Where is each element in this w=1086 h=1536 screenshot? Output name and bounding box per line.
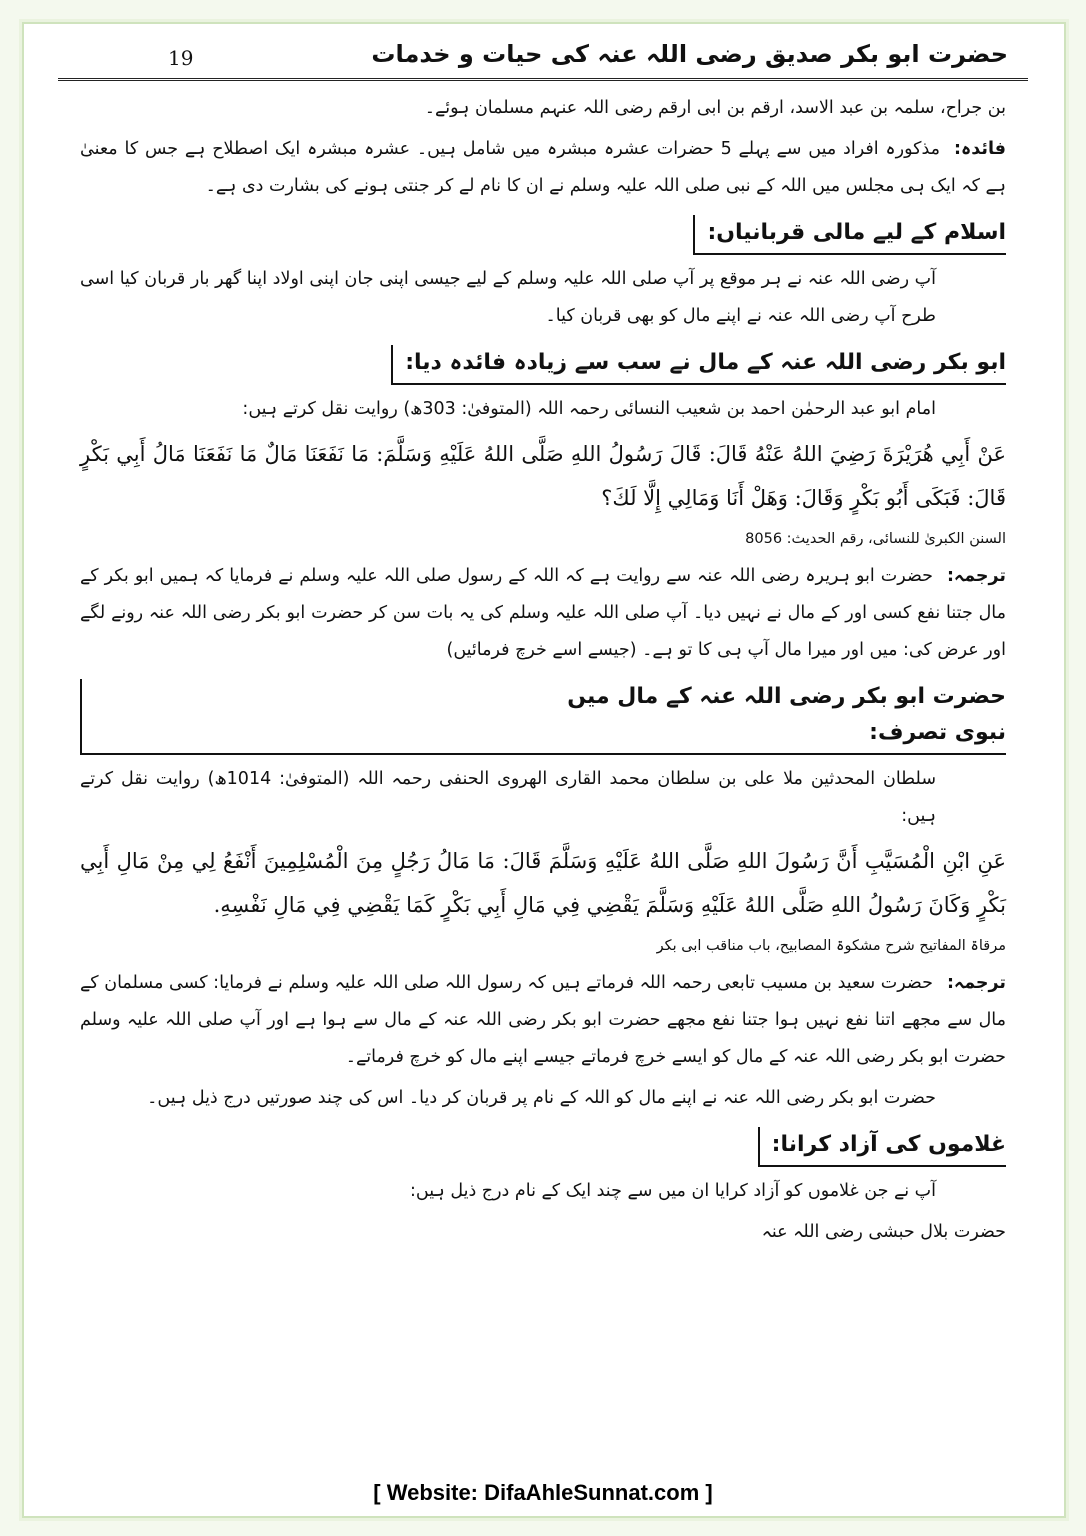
paragraph: حضرت ابو بکر رضی اللہ عنہ نے اپنے مال کو اللہ کے نام پر قربان کر دیا۔ اس کی چند صورتیں درج ذیل ہیں۔ [147, 1088, 936, 1108]
hadith-reference: مرقاۃ المفاتیح شرح مشکوۃ المصابیح، باب مناقب ابی بکر [656, 938, 1006, 954]
arabic-hadith: عَنْ أَبِي هُرَيْرَةَ رَضِيَ اللهُ عَنْهُ قَالَ: قَالَ رَسُولُ اللهِ صَلَّى اللهُ عَلَيْهِ وَسَلَّمَ: مَا نَفَعَنَا مَالٌ مَا نَفَعَنَا مَالُ أَبِي بَكْرٍ قَالَ: فَبَكَى أَبُو بَكْرٍ وَقَالَ: وَهَلْ أَنَا وَمَالِي إِلَّا لَكَ؟ [80, 442, 1006, 510]
paragraph: آپ رضی اللہ عنہ نے ہر موقع پر آپ صلی اللہ علیہ وسلم کے لیے جیسی اپنی جان اپنی اولاد اپنا گھر بار قربان کیا اسی طرح آپ رضی اللہ عنہ نے اپنے مال کو بھی قربان کیا۔ [80, 269, 936, 326]
note-paragraph [80, 131, 1006, 205]
translation-paragraph [80, 965, 1006, 1076]
arabic-hadith: عَنِ ابْنِ الْمُسَيَّبِ أَنَّ رَسُولَ اللهِ صَلَّى اللهُ عَلَيْهِ وَسَلَّمَ قَالَ: مَا مَالُ رَجُلٍ مِنَ الْمُسْلِمِينَ أَنْفَعُ لِي مِنْ مَالِ أَبِي بَكْرٍ وَكَانَ رَسُولُ اللهِ صَلَّى اللهُ عَلَيْهِ وَسَلَّمَ يَقْضِي فِي مَالِ أَبِي بَكْرٍ كَمَا يَقْضِي فِي مَالِ نَفْسِهِ. [80, 849, 1006, 917]
page-header [58, 34, 1028, 81]
note-text: مذکورہ افراد میں سے پہلے 5 حضرات عشرہ مبشرہ میں شامل ہیں۔ عشرہ مبشرہ ایک اصطلاح ہے جس کا معنیٰ ہے کہ ایک ہی مجلس میں اللہ کے نبی صلی اللہ علیہ وسلم نے ان کا نام لے کر جنتی ہونے کی بشارت دی ہے۔ [80, 139, 1006, 196]
translation-text: حضرت ابو ہریرہ رضی اللہ عنہ سے روایت ہے کہ اللہ کے رسول صلی اللہ علیہ وسلم نے فرمایا کہ ہمیں ابو بکر کے مال جتنا نفع کسی اور کے مال نے نہیں دیا۔ آپ صلی اللہ علیہ وسلم کی یہ بات سن کر حضرت ابو بکر رضی اللہ عنہ رونے لگے اور عرض کی: میں اور میرا مال آپ ہی کا تو ہے۔ (جیسے اسے خرچ فرمائیں) [80, 566, 1006, 660]
narration-intro: امام ابو عبد الرحمٰن احمد بن شعیب النسائی رحمہ اللہ (المتوفیٰ: 303ھ) روایت نقل کرتے ہیں: [242, 399, 936, 419]
website-footer: [ Website: DifaAhleSunnat.com ] [373, 1480, 713, 1505]
section-heading: اسلام کے لیے مالی قربانیاں: [693, 215, 1006, 255]
narration-intro: سلطان المحدثین ملا علی بن سلطان محمد القاری الھروی الحنفی رحمہ اللہ (المتوفیٰ: 1014ھ) روایت نقل کرتے ہیں: [80, 769, 936, 826]
section-heading: غلاموں کی آزاد کرانا: [758, 1127, 1006, 1167]
hadith-reference: السنن الکبریٰ للنسائی، رقم الحدیث: 8056 [745, 531, 1006, 547]
paragraph: آپ نے جن غلاموں کو آزاد کرایا ان میں سے چند ایک کے نام درج ذیل ہیں: [410, 1181, 936, 1201]
page-number: 19 [168, 46, 194, 70]
paragraph: بن جراح، سلمہ بن عبد الاسد، ارقم بن ابی ارقم رضی اللہ عنہم مسلمان ہوئے۔ [424, 98, 1006, 118]
paragraph: حضرت بلال حبشی رضی اللہ عنہ [761, 1222, 1006, 1242]
note-label: فائدہ: [954, 139, 1006, 159]
page-content [80, 90, 1006, 1255]
running-title: حضرت ابو بکر صدیق رضی اللہ عنہ کی حیات و خدمات [371, 40, 1008, 68]
section-heading: حضرت ابو بکر رضی اللہ عنہ کے مال میں نبوی تصرف: [80, 679, 1006, 755]
section-heading: ابو بکر رضی اللہ عنہ کے مال نے سب سے زیادہ فائدہ دیا: [391, 345, 1006, 385]
translation-paragraph [80, 558, 1006, 669]
translation-label: ترجمہ: [946, 973, 1006, 993]
translation-label: ترجمہ: [946, 566, 1006, 586]
translation-text: حضرت سعید بن مسیب تابعی رحمہ اللہ فرماتے ہیں کہ رسول اللہ صلی اللہ علیہ وسلم نے فرمایا: کسی مسلمان کے مال سے مجھے اتنا نفع نہیں ہوا جتنا نفع مجھے حضرت ابو بکر رضی اللہ عنہ کے مال سے ہوا ہے اور آپ صلی اللہ علیہ وسلم حضرت ابو بکر رضی اللہ عنہ کے مال کو ایسے خرچ فرماتے جیسے اپنے مال کو خرچ فرماتے۔ [80, 973, 1006, 1067]
